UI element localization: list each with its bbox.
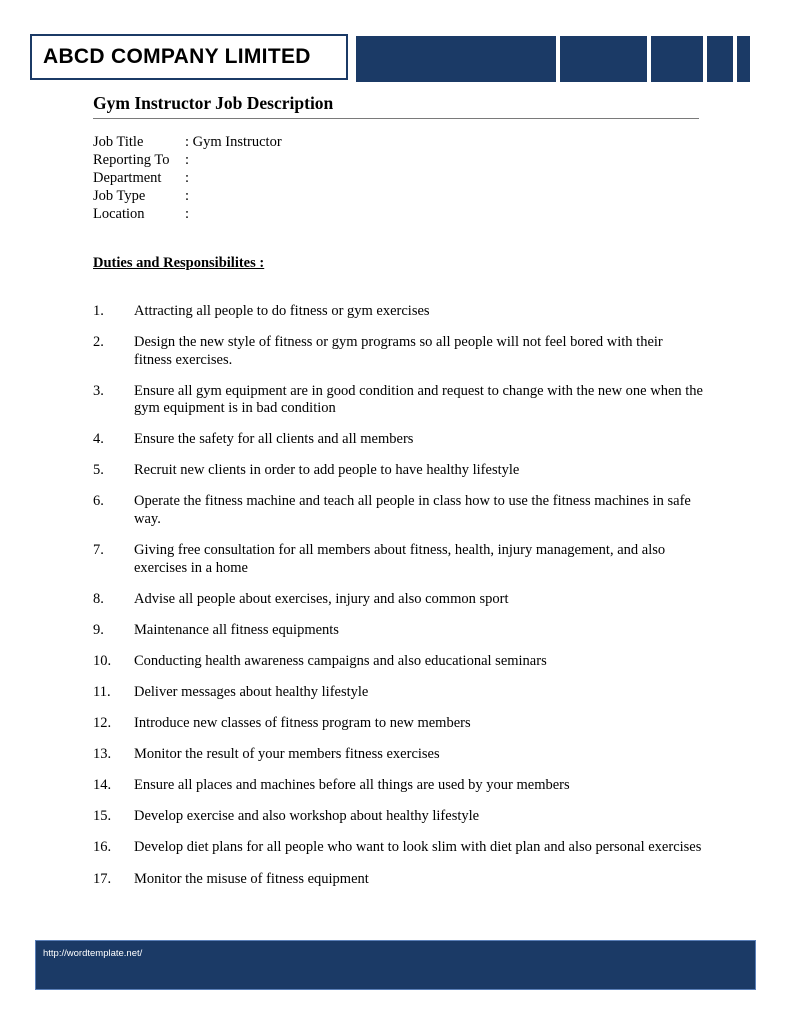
duties-heading: Duties and Responsibilites : xyxy=(93,255,265,271)
company-name: ABCD COMPANY LIMITED xyxy=(43,45,311,68)
list-item xyxy=(93,431,703,449)
list-item xyxy=(93,839,703,857)
item-number: 6. xyxy=(93,493,104,510)
list-item xyxy=(93,591,703,609)
list-item xyxy=(93,542,703,577)
banner-block xyxy=(737,36,750,82)
item-text: Develop diet plans for all people who want to look slim with diet plan and also personal exercises xyxy=(134,839,702,856)
item-text: Design the new style of fitness or gym programs so all people will not feel bored with their fitness exercises. xyxy=(134,334,663,368)
item-number: 1. xyxy=(93,303,104,319)
meta-value: : xyxy=(185,206,190,222)
item-number: 4. xyxy=(93,431,104,448)
list-item xyxy=(93,746,703,764)
item-number: 10. xyxy=(93,652,112,669)
meta-key: Department xyxy=(93,170,162,186)
banner-block xyxy=(651,36,703,82)
item-text: Ensure all gym equipment are in good condition and request to change with the new one when the gym equipment is in bad condition xyxy=(134,382,703,417)
item-number: 15. xyxy=(93,808,112,825)
item-number: 7. xyxy=(93,542,104,559)
list-item xyxy=(93,383,703,418)
item-text: Conducting health awareness campaigns and also educational seminars xyxy=(134,652,547,669)
job-meta xyxy=(93,133,282,223)
item-number: 11. xyxy=(93,683,111,700)
meta-row-location xyxy=(93,205,282,223)
list-item xyxy=(93,653,703,671)
item-number: 12. xyxy=(93,715,112,732)
item-text: Attracting all people to do fitness or gym exercises xyxy=(134,303,430,319)
list-item xyxy=(93,462,703,480)
meta-row-job-title xyxy=(93,133,282,151)
item-number: 16. xyxy=(93,839,112,856)
banner-block xyxy=(560,36,647,82)
list-item xyxy=(93,334,703,369)
item-text: Maintenance all fitness equipments xyxy=(134,621,339,638)
duties-list xyxy=(93,303,703,902)
item-number: 2. xyxy=(93,334,104,351)
list-item xyxy=(93,684,703,702)
list-item xyxy=(93,622,703,640)
company-name-box xyxy=(30,34,348,80)
item-number: 13. xyxy=(93,746,112,763)
footer-url: http://wordtemplate.net/ xyxy=(43,948,143,959)
list-item xyxy=(93,303,703,321)
item-text: Develop exercise and also workshop about healthy lifestyle xyxy=(134,808,480,825)
meta-row-reporting-to xyxy=(93,151,282,169)
item-number: 14. xyxy=(93,777,112,794)
item-number: 17. xyxy=(93,870,112,887)
meta-row-department xyxy=(93,169,282,187)
list-item xyxy=(93,715,703,733)
meta-row-job-type xyxy=(93,187,282,205)
item-text: Ensure all places and machines before all things are used by your members xyxy=(134,777,570,794)
item-number: 5. xyxy=(93,462,104,479)
title-divider xyxy=(93,118,699,119)
banner-block xyxy=(707,36,733,82)
banner-block xyxy=(356,36,556,82)
meta-key: Reporting To xyxy=(93,152,170,168)
item-text: Advise all people about exercises, injury and also common sport xyxy=(134,590,509,607)
item-text: Introduce new classes of fitness program to new members xyxy=(134,715,471,732)
item-text: Monitor the misuse of fitness equipment xyxy=(134,870,369,887)
meta-value: : xyxy=(185,188,190,204)
list-item xyxy=(93,871,703,889)
item-number: 8. xyxy=(93,590,104,607)
meta-key: Location xyxy=(93,206,145,222)
item-text: Ensure the safety for all clients and all members xyxy=(134,431,414,448)
item-number: 9. xyxy=(93,621,104,638)
item-text: Recruit new clients in order to add people to have healthy lifestyle xyxy=(134,462,520,479)
item-text: Deliver messages about healthy lifestyle xyxy=(134,683,369,700)
meta-key: Job Title xyxy=(93,134,144,150)
meta-value: : xyxy=(185,170,190,186)
item-number: 3. xyxy=(93,382,104,399)
list-item xyxy=(93,493,703,528)
footer-banner xyxy=(35,940,756,990)
meta-value: : Gym Instructor xyxy=(185,134,282,150)
list-item xyxy=(93,808,703,826)
meta-value: : xyxy=(185,152,190,168)
item-text: Operate the fitness machine and teach all people in class how to use the fitness machines in safe way. xyxy=(134,493,691,527)
list-item xyxy=(93,777,703,795)
page-title: Gym Instructor Job Description xyxy=(93,93,334,113)
item-text: Monitor the result of your members fitness exercises xyxy=(134,746,440,763)
item-text: Giving free consultation for all members about fitness, health, injury management, and also exercises in a home xyxy=(134,542,666,576)
meta-key: Job Type xyxy=(93,188,146,204)
